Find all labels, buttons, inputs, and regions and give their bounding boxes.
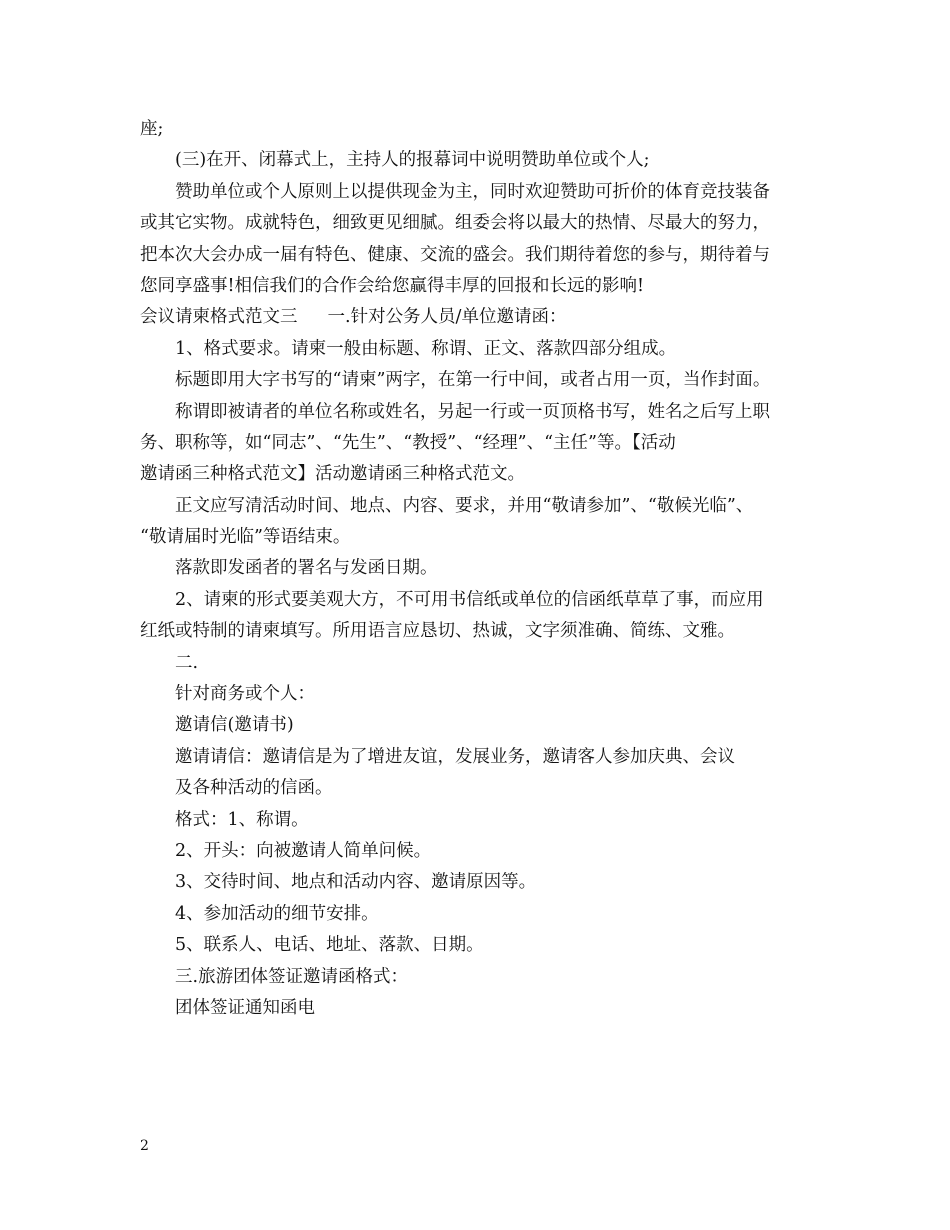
text-line: 2、请柬的形式要美观大方，不可用书信纸或单位的信函纸草草了事，而应用	[175, 589, 764, 610]
text-line: (三)在开、闭幕式上，主持人的报幕词中说明赞助单位或个人;	[175, 150, 650, 171]
text-line: 邀请请信：邀请信是为了增进友谊，发展业务，邀请客人参加庆典、会议	[175, 746, 735, 767]
text-line: 座;	[140, 119, 164, 139]
text-line: 及各种活动的信函。	[175, 778, 333, 799]
text-line: 邀请信(邀请书)	[175, 715, 294, 736]
text-line: 格式：1、称谓。	[175, 809, 309, 830]
text-line: 或其它实物。成就特色，细致更见细腻。组委会将以最大的热情、尽最大的努力，	[140, 213, 770, 234]
text-line: 3、交待时间、地点和活动内容、邀请原因等。	[175, 872, 537, 893]
text-line: 三.旅游团体签证邀请函格式：	[175, 966, 409, 987]
text-line: 把本次大会办成一届有特色、健康、交流的盛会。我们期待着您的参与，期待着与	[140, 244, 770, 265]
text-line: 二.	[175, 652, 199, 673]
text-line: 针对商务或个人：	[175, 684, 315, 705]
text-line: 称谓即被请者的单位名称或姓名，另起一行或一页顶格书写，姓名之后写上职	[175, 401, 770, 422]
text-line: 1、格式要求。请柬一般由标题、称谓、正文、落款四部分组成。	[175, 338, 677, 359]
text-line: 正文应写清活动时间、地点、内容、要求，并用“敬请参加”、“敬候光临”、	[175, 495, 754, 516]
text-line: 落款即发函者的署名与发函日期。	[175, 558, 438, 579]
text-line: 5、联系人、电话、地址、落款、日期。	[175, 935, 484, 956]
text-line: 红纸或特制的请柬填写。所用语言应恳切、热诚，文字须准确、简练、文雅。	[140, 621, 735, 642]
text-line: 团体签证通知函电	[175, 997, 315, 1018]
text-line: 赞助单位或个人原则上以提供现金为主，同时欢迎赞助可折价的体育竞技装备	[175, 181, 770, 202]
text-line: 标题即用大字书写的“请柬”两字，在第一行中间，或者占用一页，当作封面。	[175, 370, 771, 391]
text-line: 4、参加活动的细节安排。	[175, 903, 379, 924]
section-heading	[140, 302, 830, 333]
text-line: 您同享盛事!相信我们的合作会给您赢得丰厚的回报和长远的影响!	[140, 275, 645, 296]
text-line: 邀请函三种格式范文】活动邀请函三种格式范文。	[140, 464, 525, 485]
text-line: 2、开头：向被邀请人简单问候。	[175, 840, 432, 861]
section-heading-right: 一.针对公务人员/单位邀请函：	[327, 307, 567, 328]
page-number: 2	[140, 1138, 149, 1154]
text-line: 务、职称等，如“同志”、“先生”、“教授”、“经理”、“主任”等。【活动	[140, 432, 676, 453]
document-body	[140, 114, 830, 1024]
section-heading-left: 会议请柬格式范文三	[140, 307, 298, 328]
text-line: “敬请届时光临”等语结束。	[140, 527, 351, 548]
